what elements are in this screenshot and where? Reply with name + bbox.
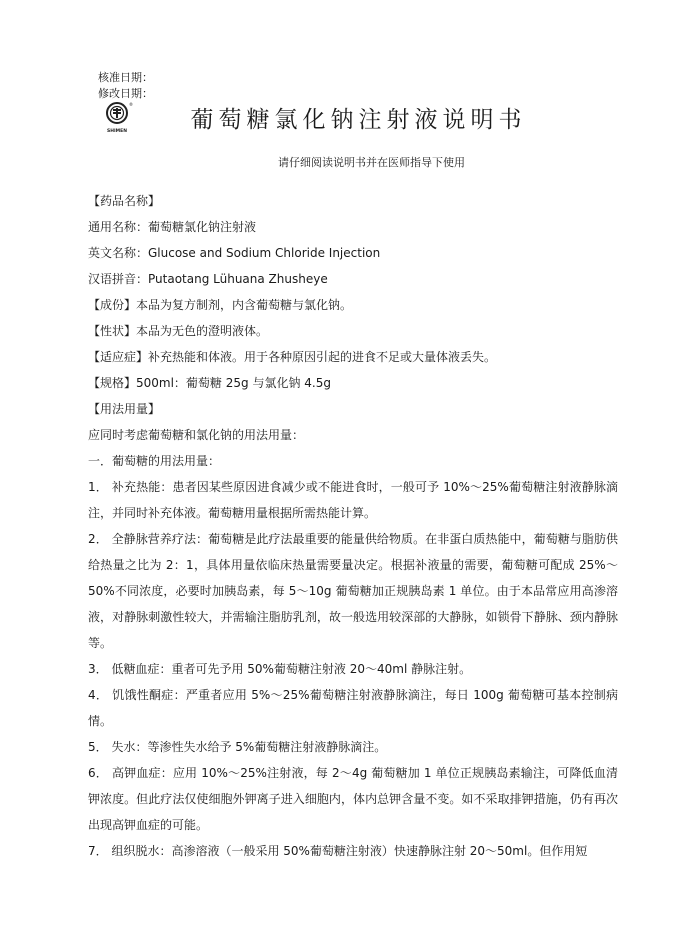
english-name: 英文名称：Glucose and Sodium Chloride Injection: [88, 246, 381, 260]
page-subtitle: 请仔细阅读说明书并在医师指导下使用: [278, 156, 465, 169]
approval-date-label: 核准日期：: [98, 71, 153, 84]
dosage-item-3: 3． 低糖血症：重者可先予用 50%葡萄糖注射液 20～40ml 静脉注射。: [88, 662, 472, 676]
page-title: 葡萄糖氯化钠注射液说明书: [190, 107, 527, 133]
dosage-item-5: 5． 失水：等渗性失水给予 5%葡萄糖注射液静脉滴注。: [88, 740, 387, 754]
pinyin-name: 汉语拼音：Putaotang Lühuana Zhusheye: [88, 272, 328, 286]
document-body: [88, 188, 618, 864]
svg-text:®: ®: [129, 102, 133, 107]
dosage-intro: 应同时考虑葡萄糖和氯化钠的用法用量：: [88, 428, 305, 442]
dosage-heading: 【用法用量】: [88, 402, 161, 416]
dosage-item-1: 1． 补充热能：患者因某些原因进食减少或不能进食时，一般可予 10%～25%葡萄糖注射液静脉滴注，并同时补充体液。葡萄糖用量根据所需热能计算。: [88, 480, 618, 520]
description: 【性状】本品为无色的澄明液体。: [88, 324, 269, 338]
dosage-item-2: 2． 全静脉营养疗法：葡萄糖是此疗法最重要的能量供给物质。在非蛋白质热能中，葡萄糖与脂肪供给热量之比为 2：1，具体用量依临床热量需要量决定。根据补液量的需要，葡萄糖可配成 25%～50%不同浓度，必要时加胰岛素，每 5～10g 葡萄糖加正规胰岛素 1 单位。由于本品常应用高渗溶液，对静脉刺激性较大，并需输注脂肪乳剂，故一般选用较深部的大静脉，如锁骨下静脉、颈内静脉等。: [88, 532, 618, 650]
section-one-heading: 一．葡萄糖的用法用量：: [88, 454, 221, 468]
dosage-item-7: 7． 组织脱水：高渗溶液（一般采用 50%葡萄糖注射液）快速静脉注射 20～50ml。但作用短: [88, 844, 588, 858]
composition: 【成份】本品为复方制剂，内含葡萄糖与氯化钠。: [88, 298, 353, 312]
dosage-item-6: 6． 高钾血症：应用 10%～25%注射液，每 2～4g 葡萄糖加 1 单位正规胰岛素输注，可降低血清钾浓度。但此疗法仅使细胞外钾离子进入细胞内，体内总钾含量不变。如不采取排钾措施，仍有再次出现高钾血症的可能。: [88, 766, 618, 832]
specification: 【规格】500ml：葡萄糖 25g 与氯化钠 4.5g: [88, 376, 331, 390]
indications: 【适应症】补充热能和体液。用于各种原因引起的进食不足或大量体液丢失。: [88, 350, 497, 364]
dosage-item-4: 4． 饥饿性酮症：严重者应用 5%～25%葡萄糖注射液静脉滴注，每日 100g 葡萄糖可基本控制病情。: [88, 688, 618, 728]
generic-name: 通用名称：葡萄糖氯化钠注射液: [88, 220, 257, 234]
svg-text:SHIMEN: SHIMEN: [107, 129, 127, 134]
drug-name-heading: 【药品名称】: [88, 194, 161, 208]
revision-date-label: 修改日期：: [98, 87, 153, 100]
